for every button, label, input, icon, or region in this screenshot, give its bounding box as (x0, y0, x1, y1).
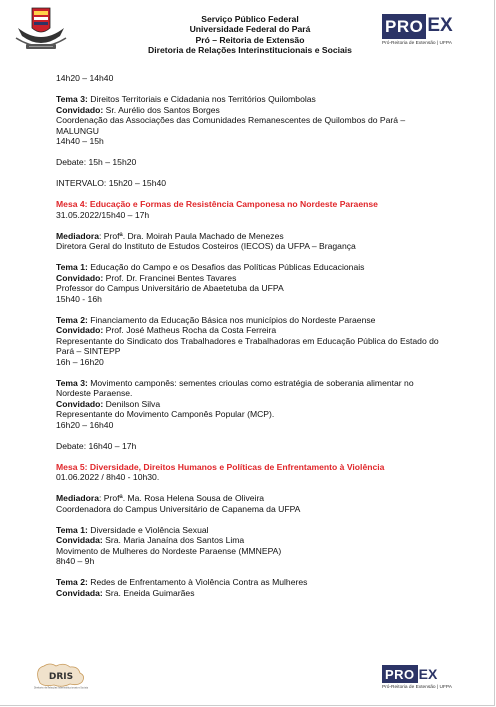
agenda-line (56, 283, 448, 294)
header-line-directorate: Diretoria de Relações Interinstitucionais e Sociais (148, 45, 352, 56)
line-text: 16h20 – 16h40 (56, 419, 114, 430)
line-text: Representante do Sindicato dos Trabalhadores e Trabalhadoras em Educação Pública do Estado do Pará – SINTEPP (56, 335, 439, 356)
line-label: Tema 3: (56, 377, 88, 388)
agenda-line (56, 378, 448, 399)
institution-header (120, 14, 380, 56)
agenda-line (56, 273, 448, 284)
line-text: Coordenação das Associações das Comunidades Remanescentes de Quilombos do Pará – MALUNGU (56, 115, 406, 136)
agenda-block (56, 378, 448, 431)
line-text: Prof. José Matheus Rocha da Costa Ferreira (103, 325, 277, 335)
proex-logo-header (382, 13, 470, 46)
agenda-line (56, 94, 448, 105)
line-text: Diretora Geral do Instituto de Estudos Costeiros (IECOS) da UFPA – Bragança (56, 241, 356, 251)
agenda-line (56, 294, 448, 305)
proex-logo-ex: EX (418, 665, 438, 682)
line-text: 8h40 – 9h (56, 556, 95, 566)
line-text: Denilson Silva (103, 398, 161, 409)
agenda-line (56, 231, 448, 242)
agenda-line (56, 157, 448, 168)
agenda-line (56, 409, 448, 420)
line-label: Tema 1: (56, 524, 88, 535)
line-text: 15h40 - 16h (56, 293, 102, 304)
line-text: 14h40 – 15h (56, 136, 104, 146)
line-text: 14h20 – 14h40 (56, 73, 114, 83)
line-label: Mediadora (56, 493, 99, 503)
agenda-block (56, 262, 448, 304)
agenda-block (56, 73, 448, 84)
dris-logo-text: DRIS (48, 672, 74, 682)
agenda-line (56, 115, 448, 136)
proex-logo-footer (382, 665, 470, 690)
agenda-line (56, 325, 448, 336)
line-text: INTERVALO: 15h20 – 15h40 (56, 178, 167, 188)
agenda-block (56, 315, 448, 368)
proex-logo-pro: PRO (382, 14, 426, 39)
agenda-line (56, 178, 448, 189)
line-label: Convidada: (56, 587, 103, 598)
agenda-line (56, 556, 448, 567)
line-text: 01.06.2022 / 8h40 - 10h30. (56, 472, 160, 482)
agenda-line (56, 588, 448, 599)
line-label: Tema 3: (56, 94, 88, 104)
document-body (56, 73, 448, 609)
line-text: Direitos Territoriais e Cidadania nos Territórios Quilombolas (87, 94, 316, 104)
agenda-block (56, 231, 448, 252)
agenda-line (56, 199, 448, 210)
proex-logo-pro: PRO (382, 665, 418, 683)
line-label: Convidado: (56, 104, 104, 115)
agenda-line (56, 73, 448, 84)
line-label: Tema 1: (56, 262, 88, 272)
agenda-block (56, 577, 448, 598)
agenda-block (56, 462, 448, 483)
header-line-university: Universidade Federal do Pará (189, 24, 311, 35)
line-text: 16h – 16h20 (56, 356, 104, 367)
proex-subtitle: Pró-Reitoria de Extensão | UFPA (382, 41, 452, 46)
agenda-block (56, 493, 448, 514)
agenda-line (56, 241, 448, 252)
line-label: Convidada: (56, 535, 103, 545)
line-label: Convidado: (56, 272, 104, 283)
agenda-line (56, 399, 448, 410)
agenda-line (56, 210, 448, 221)
agenda-line (56, 504, 448, 515)
line-text: Sr. Aurélio dos Santos Borges (103, 104, 220, 115)
agenda-block (56, 525, 448, 567)
line-label: Mediadora (56, 230, 99, 241)
line-text: Prof. Dr. Francinei Bentes Tavares (103, 272, 237, 283)
proex-subtitle: Pró-Reitoria de Extensão | UFPA (382, 685, 452, 690)
line-text: Diversidade e Violência Sexual (87, 524, 209, 535)
agenda-line (56, 546, 448, 557)
line-text: : Profª. Dra. Moirah Paula Machado de Menezes (98, 230, 284, 241)
line-text: Coordenadora do Campus Universitário de Capanema da UFPA (56, 503, 301, 514)
agenda-block (56, 199, 448, 220)
proex-logo-ex: EX (427, 15, 453, 36)
session-heading: Mesa 4: Educação e Formas de Resistência Camponesa no Nordeste Paraense (56, 199, 378, 209)
dris-logo-small-text: Diretoria de Relações Interinstitucionais e Sociais (33, 686, 89, 690)
agenda-line (56, 441, 448, 452)
agenda-line (56, 535, 448, 546)
agenda-line (56, 493, 448, 504)
line-text: Movimento de Mulheres do Nordeste Paraense (MMNEPA) (56, 545, 282, 556)
agenda-line (56, 336, 448, 357)
agenda-line (56, 105, 448, 116)
agenda-line (56, 577, 448, 588)
line-label: Convidado: (56, 398, 104, 409)
agenda-line (56, 420, 448, 431)
line-text: Sra. Maria Janaína dos Santos Lima (102, 535, 245, 545)
header-line-proreitoria: Pró – Reitoria de Extensão (195, 34, 305, 45)
agenda-line (56, 357, 448, 368)
line-label: Tema 2: (56, 314, 88, 325)
session-heading: Mesa 5: Diversidade, Direitos Humanos e Políticas de Enfrentamento à Violência (56, 461, 385, 472)
line-text: : Profª. Ma. Rosa Helena Sousa de Oliveira (98, 493, 265, 503)
agenda-block (56, 178, 448, 189)
agenda-block (56, 441, 448, 452)
line-label: Tema 2: (56, 577, 88, 587)
agenda-line (56, 472, 448, 483)
line-label: Convidado: (56, 325, 104, 335)
agenda-line (56, 462, 448, 473)
agenda-line (56, 136, 448, 147)
line-text: Financiamento da Educação Básica nos municípios do Nordeste Paraense (87, 314, 376, 325)
line-text: Redes de Enfrentamento à Violência Contra as Mulheres (87, 577, 308, 587)
agenda-block (56, 157, 448, 168)
ufpa-crest-logo (12, 6, 70, 58)
dris-logo (30, 660, 96, 690)
line-text: Debate: 15h – 15h20 (56, 157, 137, 167)
agenda-line (56, 262, 448, 273)
line-text: Debate: 16h40 – 17h (56, 440, 137, 451)
header-line-service: Serviço Público Federal (201, 14, 299, 24)
line-text: Movimento camponês: sementes crioulas como estratégia de soberania alimentar no Nordeste Paraense. (56, 377, 414, 398)
agenda-line (56, 525, 448, 536)
line-text: Professor do Campus Universitário de Abaetetuba da UFPA (56, 283, 284, 293)
agenda-block (56, 94, 448, 147)
line-text: 31.05.2022/15h40 – 17h (56, 209, 150, 220)
line-text: Sra. Eneida Guimarães (102, 587, 195, 598)
agenda-line (56, 315, 448, 326)
line-text: Educação do Campo e os Desafios das Políticas Públicas Educacionais (87, 262, 365, 272)
line-text: Representante do Movimento Camponês Popular (MCP). (56, 409, 275, 419)
